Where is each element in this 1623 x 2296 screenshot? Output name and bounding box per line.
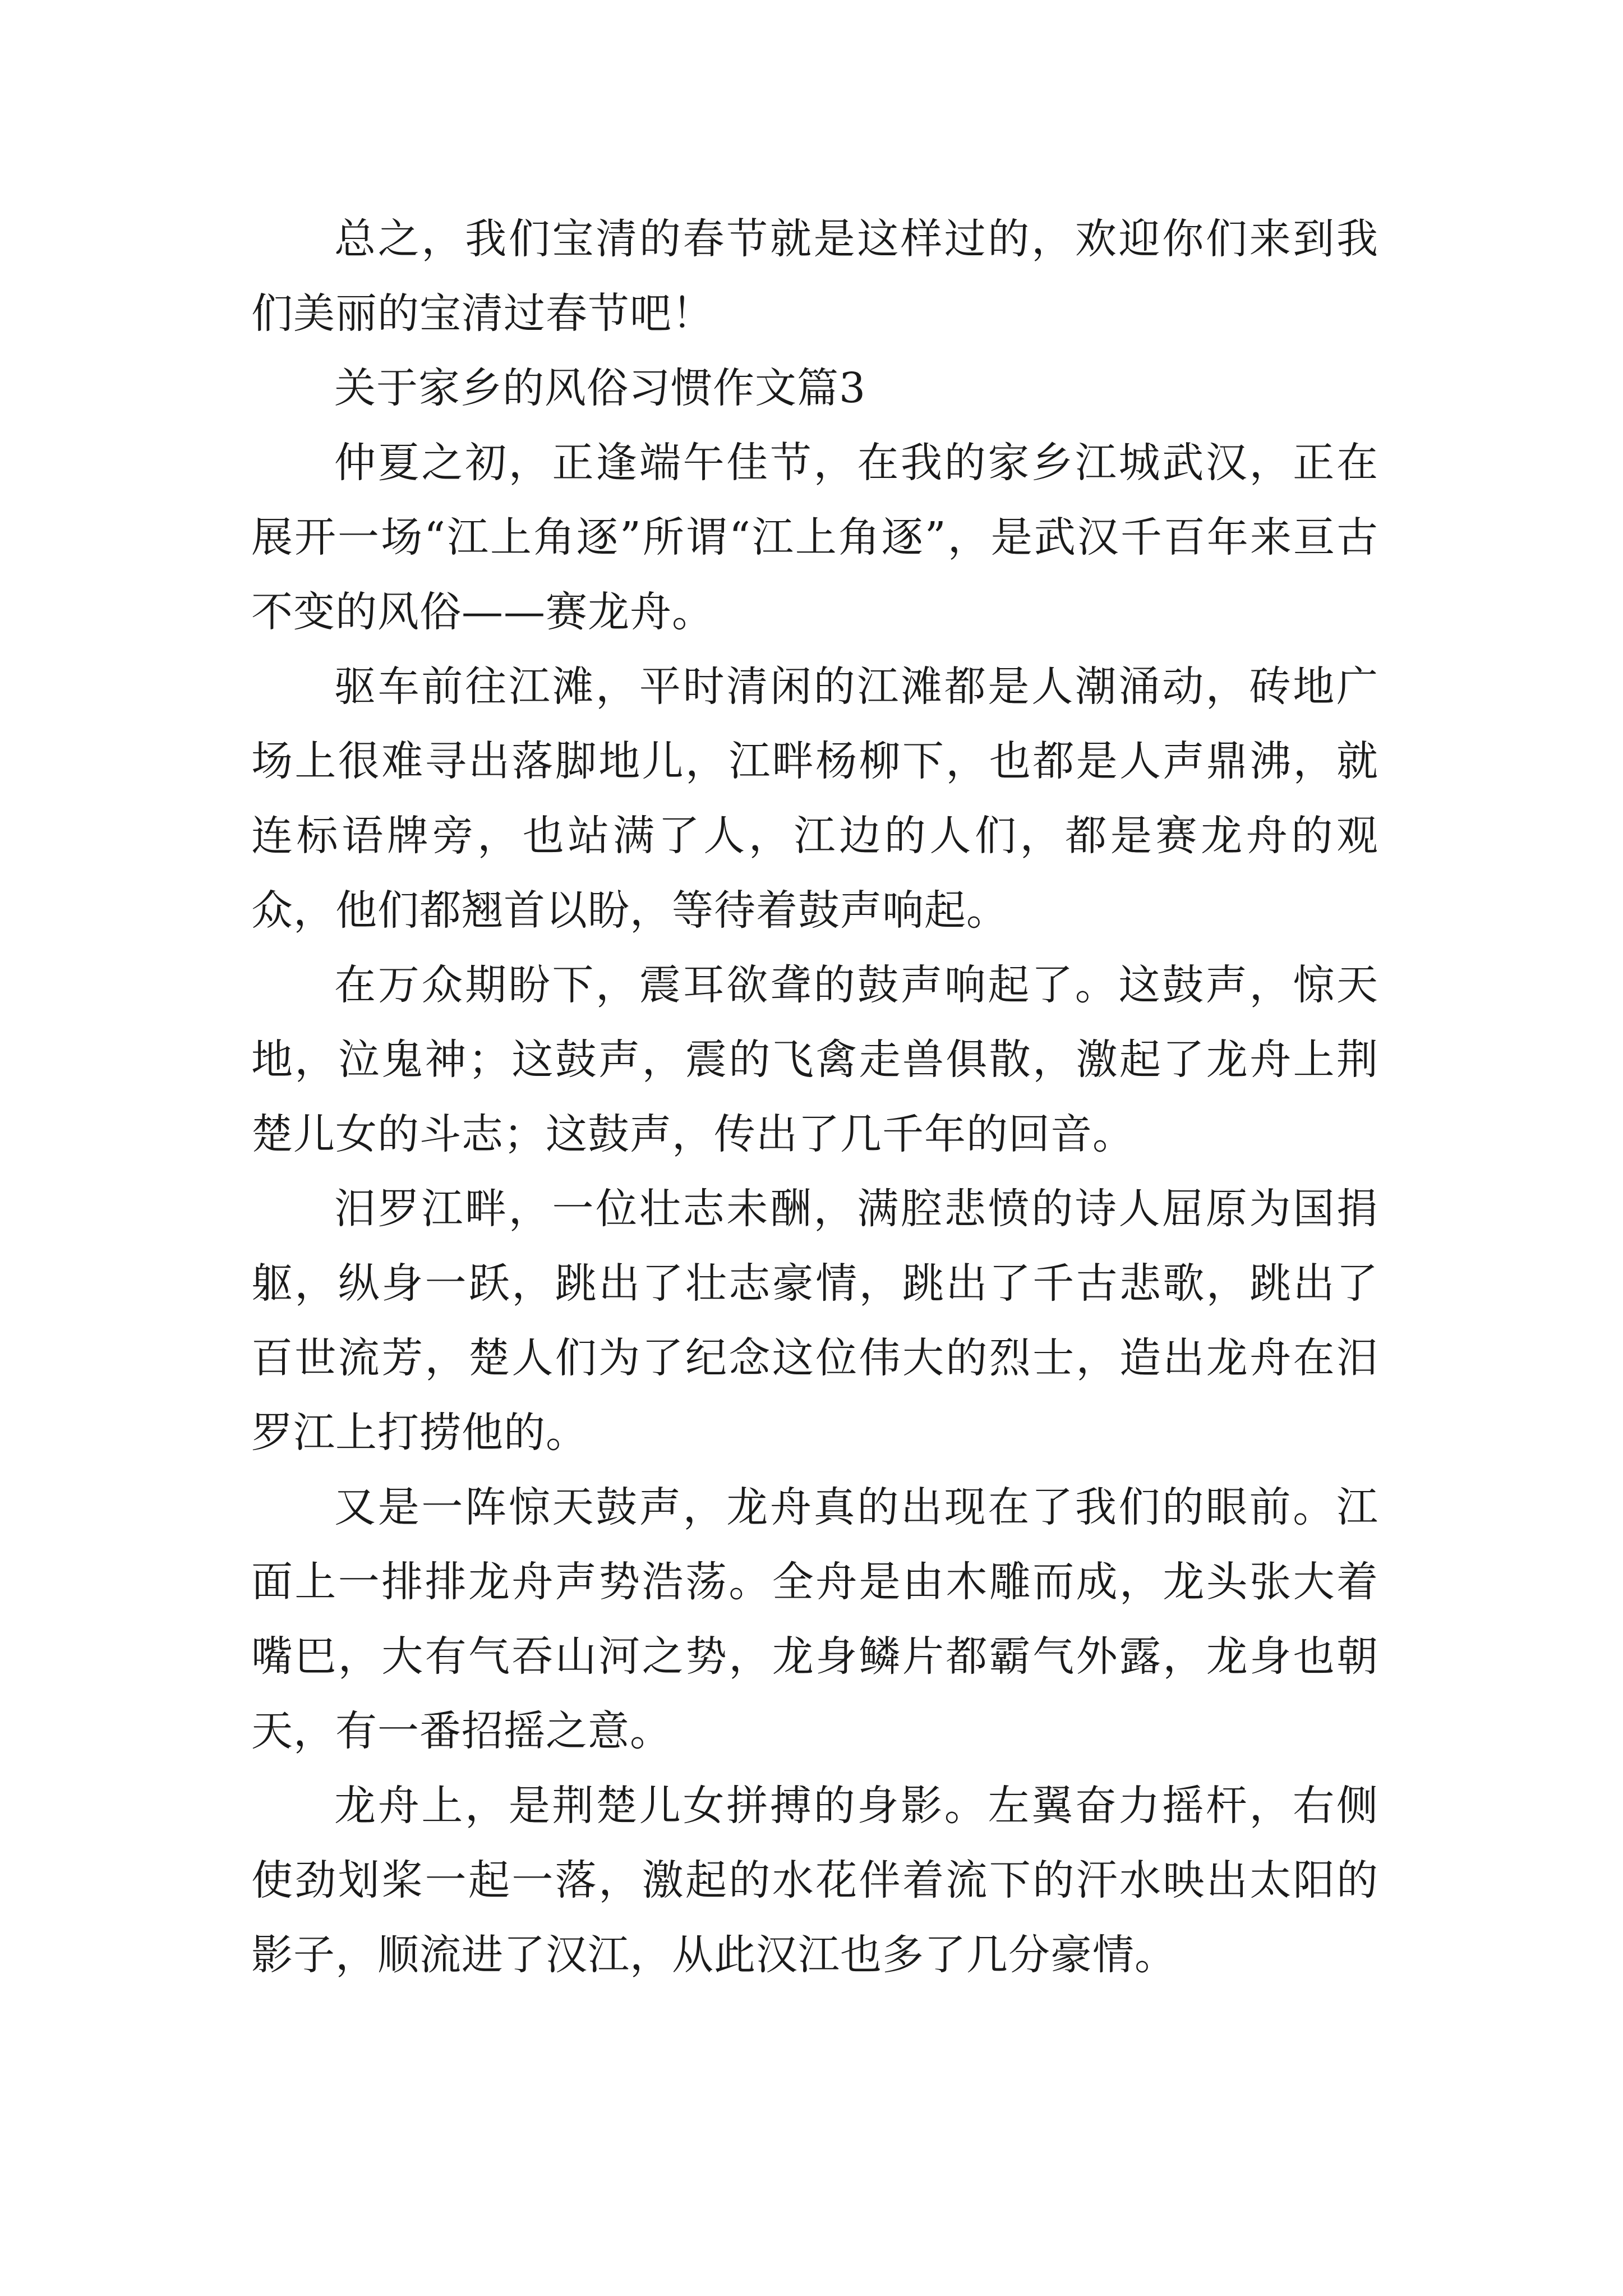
paragraph-closing: 总之，我们宝清的春节就是这样过的，欢迎你们来到我们美丽的宝清过春节吧！ bbox=[251, 215, 1378, 338]
document-body bbox=[251, 202, 1378, 1993]
paragraph-rowers: 龙舟上，是荆楚儿女拼搏的身影。左翼奋力摇杆，右侧使劲划桨一起一落，激起的水花伴着流下的汗水映出太阳的影子，顺流进了汉江，从此汉江也多了几分豪情。 bbox=[251, 1782, 1378, 1979]
paragraph-riverbank: 驱车前往江滩，平时清闲的江滩都是人潮涌动，砖地广场上很难寻出落脚地儿，江畔杨柳下，也都是人声鼎沸，就连标语牌旁，也站满了人，江边的人们，都是赛龙舟的观众，他们都翘首以盼，等待着鼓声响起。 bbox=[251, 662, 1378, 935]
section-heading: 关于家乡的风俗习惯作文篇3 bbox=[334, 364, 866, 412]
paragraph-dragon-boats: 又是一阵惊天鼓声，龙舟真的出现在了我们的眼前。江面上一排排龙舟声势浩荡。全舟是由木雕而成，龙头张大着嘴巴，大有气吞山河之势，龙身鳞片都霸气外露，龙身也朝天，有一番招摇之意。 bbox=[251, 1483, 1378, 1755]
paragraph-drums: 在万众期盼下，震耳欲聋的鼓声响起了。这鼓声，惊天地，泣鬼神；这鼓声，震的飞禽走兽俱散，激起了龙舟上荆楚儿女的斗志；这鼓声，传出了几千年的回音。 bbox=[251, 961, 1378, 1158]
paragraph-quyuan: 汨罗江畔，一位壮志未酬，满腔悲愤的诗人屈原为国捐躯，纵身一跃，跳出了壮志豪情，跳出了千古悲歌，跳出了百世流芳，楚人们为了纪念这位伟大的烈士，造出龙舟在汨罗江上打捞他的。 bbox=[251, 1185, 1378, 1457]
paragraph-intro: 仲夏之初，正逢端午佳节，在我的家乡江城武汉，正在展开一场“江上角逐”所谓“江上角逐”，是武汉千百年来亘古不变的风俗——赛龙舟。 bbox=[251, 439, 1378, 636]
